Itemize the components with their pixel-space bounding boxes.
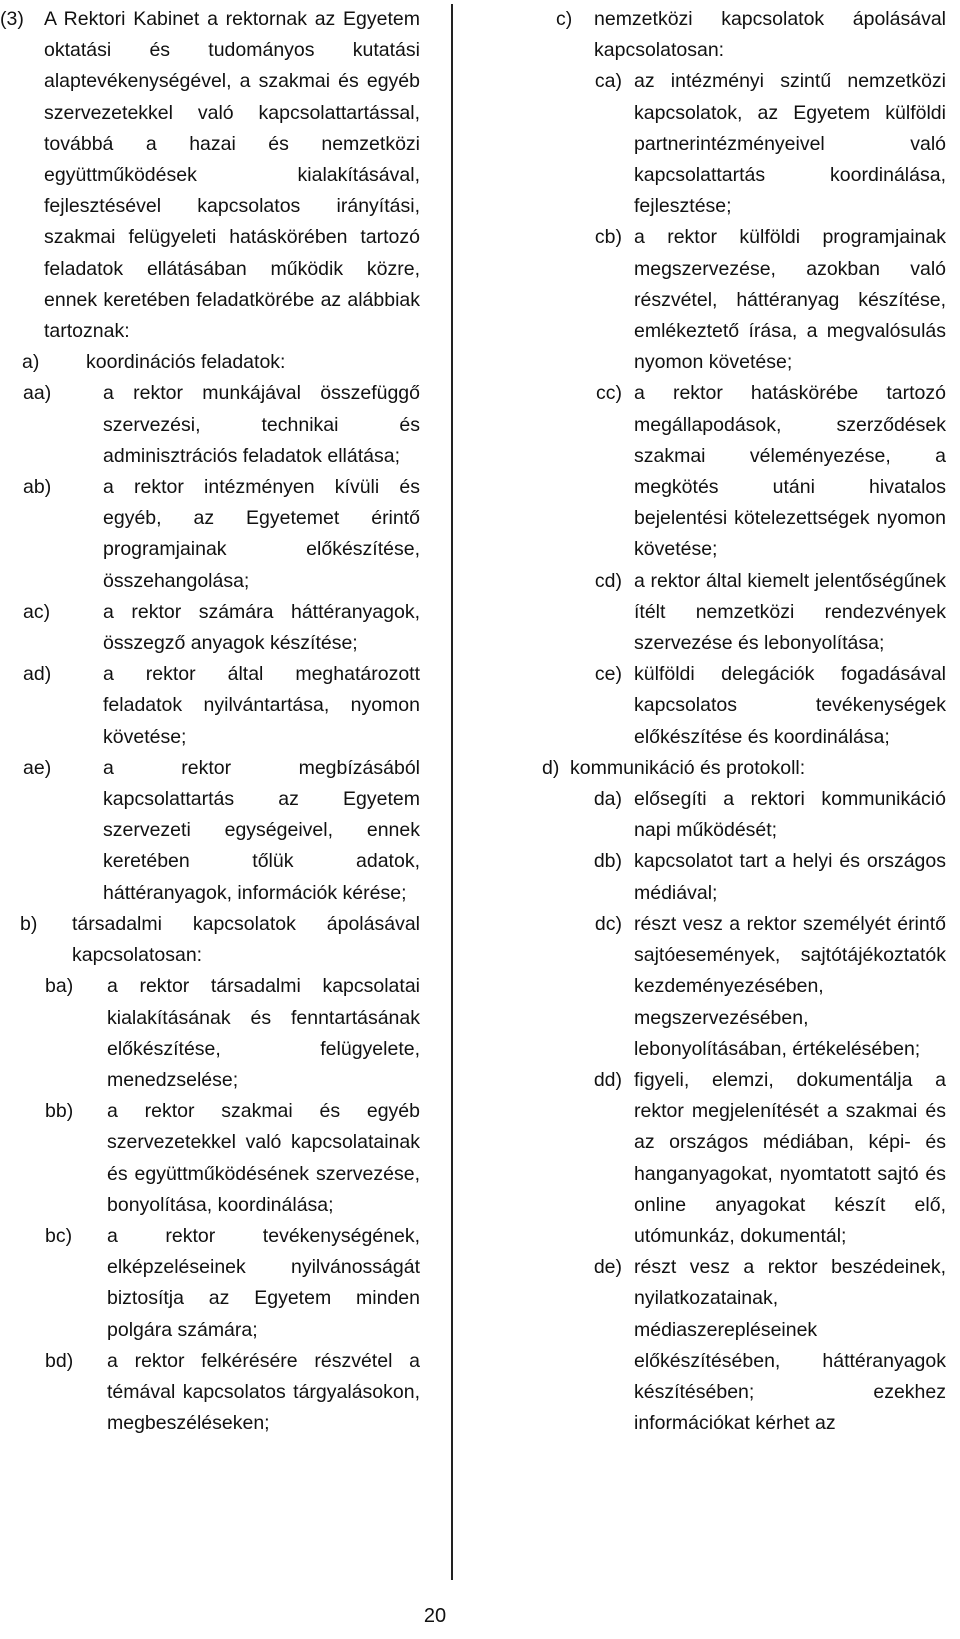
subpoint-label: dc): [594, 912, 622, 935]
subpoint-label: bc): [45, 1224, 73, 1247]
subpoint-text: elősegíti a rektori kommunikáció napi működését;: [634, 788, 946, 842]
subpoint-text: a rektor szakmai és egyéb szervezetekkel való kapcsolatainak és együttműködésének szervezése, bonyolítása, koordinálása;: [107, 1100, 420, 1216]
subpoint-label: cb): [594, 226, 622, 249]
subpoint-text: a rektor tevékenységének, elképzeléseinek nyilvánosságát biztosítja az Egyetem minden polgára számára;: [107, 1224, 420, 1341]
subpoint-label: ac): [23, 600, 51, 623]
subpoint-label: ce): [594, 663, 622, 686]
point-text: nemzetközi kapcsolatok ápolásával kapcsolatosan:: [594, 8, 946, 62]
subpoint-text: a rektor által kiemelt jelentőségűnek ítélt nemzetközi rendezvények szervezése és lebonyolítása;: [634, 569, 946, 655]
subpoint-label: de): [593, 1256, 622, 1279]
subpoint-label: aa): [23, 382, 52, 405]
right-column: [542, 4, 946, 1439]
subpoint-label: db): [593, 850, 622, 873]
subpoint-ab: [0, 472, 420, 597]
subpoint-aa: [0, 378, 420, 472]
paragraph-label: (3): [0, 8, 24, 30]
point-a: [0, 347, 420, 378]
subpoint-label: ca): [594, 70, 622, 93]
point-text: kommunikáció és protokoll:: [570, 756, 806, 779]
subpoint-label: ab): [23, 476, 52, 499]
subpoint-ba: [0, 971, 420, 1096]
page-number: 20: [423, 1605, 447, 1627]
subpoint-label: da): [593, 788, 622, 811]
subpoint-ac: [0, 597, 420, 659]
subpoint-text: a rektor munkájával összefüggő szervezési, technikai és adminisztrációs feladatok ellátása;: [103, 382, 420, 467]
subpoint-da: [556, 784, 946, 846]
subpoint-label: ad): [23, 663, 52, 686]
point-d: [542, 753, 932, 784]
subpoint-text: a rektor külföldi programjainak megszervezése, azokban való részvétel, háttéranyag készítése, emlékeztető írása, a megvalósulás nyomon követése;: [634, 226, 946, 374]
point-text: társadalmi kapcsolatok ápolásával kapcsolatosan:: [72, 912, 420, 967]
point-label: c): [556, 8, 573, 30]
subpoint-ad: [0, 659, 420, 753]
subpoint-text: a rektor felkérésére részvétel a témával kapcsolatos tárgyalásokon, megbeszéléseken;: [107, 1349, 420, 1435]
subpoint-bc: [0, 1221, 420, 1346]
subpoint-label: cc): [596, 382, 622, 405]
subpoint-text: a rektor hatáskörébe tartozó megállapodások, szerződések szakmai véleményezése, a megkötés utáni hivatalos bejelentési kötelezettségek nyomon követése;: [634, 382, 946, 561]
column-divider: [451, 4, 453, 1580]
subpoint-text: részt vesz a rektor személyét érintő sajtóesemények, sajtótájékoztatók kezdeményezésében, megszervezésében, lebonyolításában, értékelésében;: [634, 912, 946, 1060]
point-label: a): [22, 351, 40, 374]
subpoint-ce: [556, 659, 946, 753]
subpoint-text: külföldi delegációk fogadásával kapcsolatos tevékenységek előkészítése és koordinálása;: [634, 663, 946, 748]
subpoint-label: ae): [23, 756, 52, 779]
subpoint-text: a rektor megbízásából kapcsolattartás az Egyetem szervezeti egységeivel, ennek keretében tőlük adatok, háttéranyagok, információk kérése;: [103, 756, 420, 904]
subpoint-ae: [0, 753, 420, 909]
point-label: b): [20, 912, 38, 935]
subpoint-text: kapcsolatot tart a helyi és országos médiával;: [634, 850, 946, 904]
subpoint-label: bd): [45, 1349, 74, 1372]
subpoint-label: bb): [45, 1100, 74, 1123]
subpoint-cc: [556, 378, 946, 565]
subpoint-text: a rektor számára háttéranyagok, összegző anyagok készítése;: [103, 600, 420, 655]
subpoint-bd: [0, 1346, 420, 1440]
point-b: [0, 909, 420, 971]
subpoint-text: részt vesz a rektor beszédeinek, nyilatkozatainak, médiaszerepléseinek előkészítésében, háttéranyagok készítésében; ezekhez információkat kérhet az: [634, 1256, 946, 1435]
subpoint-label: ba): [45, 975, 74, 998]
subpoint-label: dd): [593, 1068, 622, 1091]
subpoint-text: a rektor intézményen kívüli és egyéb, az Egyetemet érintő programjainak előkészítése, összehangolása;: [103, 476, 420, 592]
subpoint-cd: [556, 566, 946, 660]
subpoint-de: [556, 1252, 946, 1439]
point-c: [556, 4, 946, 66]
subpoint-cb: [556, 222, 946, 378]
left-column: [0, 4, 420, 1439]
paragraph-3: [0, 4, 420, 347]
paragraph-text: A Rektori Kabinet a rektornak az Egyetem oktatási és tudományos kutatási alaptevékenységével, a szakmai és egyéb szervezetekkel való kapcsolattartással, továbbá a hazai és nemzetközi együttműködések kialakításával, fejlesztésével kapcsolatos irányítási, szakmai felügyeleti hatáskörében tartozó feladatok ellátásában működik közre, ennek keretében feladatkörébe az alábbiak tartoznak:: [44, 8, 420, 343]
subpoint-text: a rektor által meghatározott feladatok nyilvántartása, nyomon követése;: [103, 663, 420, 748]
subpoint-ca: [556, 66, 946, 222]
subpoint-bb: [0, 1096, 420, 1221]
subpoint-dc: [556, 909, 946, 1065]
point-label: d): [542, 756, 560, 779]
subpoint-text: figyeli, elemzi, dokumentálja a rektor megjelenítését a szakmai és az országos médiában, képi- és hanganyagokat, nyomtatott sajtó és online anyagokat készít elő, utómunkáz, dokumentál;: [634, 1068, 946, 1247]
subpoint-text: a rektor társadalmi kapcsolatai kialakításának és fenntartásának előkészítése, felügyelete, menedzselése;: [107, 975, 420, 1091]
subpoint-db: [556, 846, 946, 908]
subpoint-text: az intézményi szintű nemzetközi kapcsolatok, az Egyetem külföldi partnerintézményeivel való kapcsolattartás koordinálása, fejlesztése;: [634, 70, 946, 218]
subpoint-label: cd): [594, 569, 622, 592]
subpoint-dd: [556, 1065, 946, 1252]
point-text: koordinációs feladatok:: [86, 351, 286, 374]
